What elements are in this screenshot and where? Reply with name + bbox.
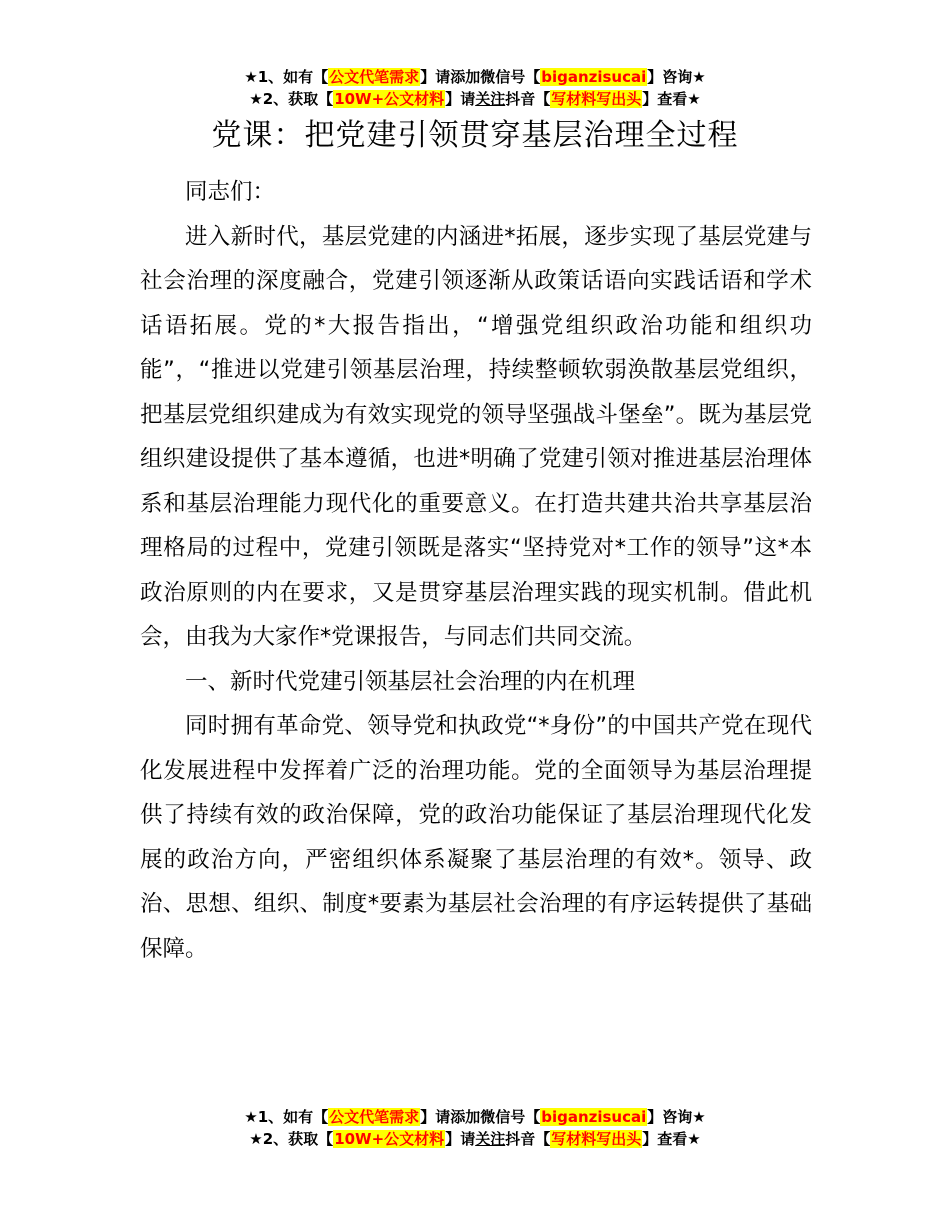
promo-highlight-douyin: 写材料写出头 (551, 90, 642, 108)
section-heading: 一、新时代党建引领基层社会治理的内在机理 (185, 668, 636, 695)
promo-line-2: ★2、获取【10W+公文材料】请关注抖音【写材料写出头】查看★ (249, 90, 701, 108)
promo-highlight-materials: 10W+公文材料 (334, 90, 445, 108)
promo-highlight-service: 公文代笔需求 (329, 68, 420, 86)
paragraph: 同时拥有革命党、领导党和执政党“*身份”的中国共产党在现代化发展进程中发挥着广泛的治理功能。党的全面领导为基层治理提供了持续有效的政治保障，党的政治功能保证了基层治理现代化发展的政治方向，严密组织体系凝聚了基层治理的有效*。领导、政治、思想、组织、制度*要素为基层社会治理的有序运转提供了基础保障。 (140, 713, 812, 962)
promo-highlight-wechat-id: biganzisucai (541, 68, 647, 86)
promo-highlight-materials: 10W+公文材料 (334, 1130, 445, 1148)
promo-footer (0, 1106, 950, 1150)
promo-highlight-wechat-id: biganzisucai (541, 1108, 647, 1126)
promo-line-1: ★1、如有【公文代笔需求】请添加微信号【biganzisucai】咨询★ (244, 1108, 706, 1126)
paragraph: 进入新时代，基层党建的内涵进*拓展，逐步实现了基层党建与社会治理的深度融合，党建引领逐渐从政策话语向实践话语和学术话语拓展。党的*大报告指出，“增强党组织政治功能和组织功能”，“推进以党建引领基层治理，持续整顿软弱涣散基层党组织，把基层党组织建成为有效实现党的领导坚强战斗堡垒”。既为基层党组织建设提供了基本遵循，也进*明确了党建引领对推进基层治理体系和基层治理能力现代化的重要意义。在打造共建共治共享基层治理格局的过程中，党建引领既是落实“坚持党对*工作的领导”这*本政治原则的内在要求，又是贯穿基层治理实践的现实机制。借此机会，由我为大家作*党课报告，与同志们共同交流。 (140, 223, 812, 650)
promo-line-2: ★2、获取【10W+公文材料】请关注抖音【写材料写出头】查看★ (249, 1130, 701, 1148)
promo-line-1: ★1、如有【公文代笔需求】请添加微信号【biganzisucai】咨询★ (244, 68, 706, 86)
document-body (140, 170, 812, 971)
document-title: 党课：把党建引领贯穿基层治理全过程 (211, 118, 739, 153)
greeting: 同志们： (185, 179, 276, 205)
promo-header (0, 66, 950, 110)
promo-highlight-service: 公文代笔需求 (329, 1108, 420, 1126)
promo-highlight-douyin: 写材料写出头 (551, 1130, 642, 1148)
